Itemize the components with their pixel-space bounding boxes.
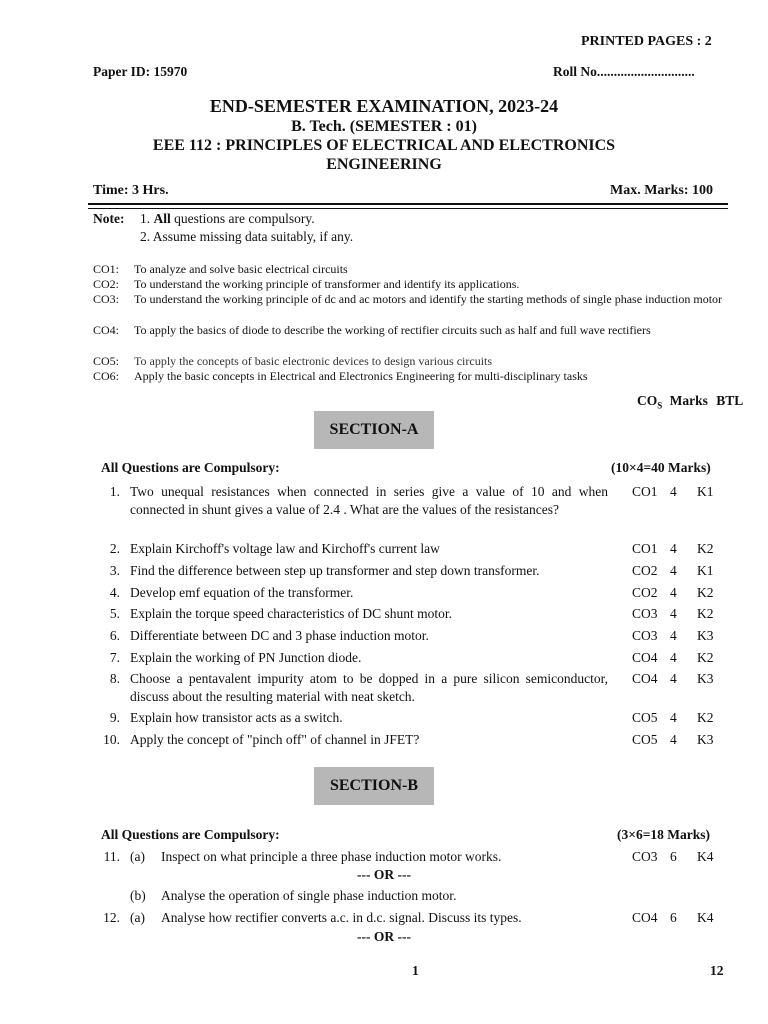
co-row (93, 292, 727, 307)
question-number: 5. (109, 606, 120, 621)
question-text: Develop emf equation of the transformer. (130, 585, 354, 600)
note-item-2-text: Assume missing data suitably, if any. (152, 229, 354, 244)
question-marks: 4 (670, 671, 677, 686)
course-title-line1: EEE 112 : PRINCIPLES OF ELECTRICAL AND ELECTRONICS (152, 137, 616, 154)
marks-header: Marks (669, 393, 708, 408)
co-text: To understand the working principle of transformer and identify its applications. (134, 277, 520, 291)
question-number: 2. (109, 541, 120, 556)
note-item-1 (140, 211, 315, 227)
co-tag: CO5: (93, 354, 120, 368)
note-label: Note: (93, 211, 125, 226)
question-co: CO4 (632, 671, 658, 686)
page-number: 1 (412, 963, 419, 978)
section-a-instruction: All Questions are Compulsory: (101, 460, 280, 475)
question-number: 7. (109, 650, 120, 665)
co-tag: CO3: (93, 292, 120, 306)
course-title-line2: ENGINEERING (326, 156, 442, 173)
question-text: Two unequal resistances when connected in series give a value of 10 and when connected in shunt gives a value of 2.4 . What are the values of the resistances? (130, 484, 608, 517)
question-number: 9. (109, 710, 120, 725)
program-line: B. Tech. (SEMESTER : 01) (291, 118, 477, 135)
question-number: 11. (103, 849, 120, 864)
question-btl: K2 (697, 585, 714, 600)
co-text: To apply the concepts of basic electronic devices to design various circuits (134, 354, 493, 368)
exam-title: END-SEMESTER EXAMINATION, 2023-24 (209, 96, 559, 116)
question-text: Explain the torque speed characteristics of DC shunt motor. (130, 606, 453, 621)
co-tag: CO4: (93, 323, 120, 337)
question-text: Apply the concept of "pinch off" of channel in JFET? (130, 732, 420, 747)
section-a-marks: (10×4=40 Marks) (611, 460, 711, 475)
question-text: Explain how transistor acts as a switch. (130, 710, 343, 725)
question-number: 10. (103, 732, 120, 747)
co-text: To understand the working principle of dc and ac motors and identify the starting methods of single phase induction motor (134, 292, 723, 306)
question-co: CO5 (632, 732, 658, 747)
question-number: 4. (109, 585, 120, 600)
question-marks: 4 (670, 606, 677, 621)
note-item-2-num: 2. (140, 229, 151, 244)
question-marks: 4 (670, 585, 677, 600)
note-item-1-bold: All (153, 211, 171, 226)
roll-no: Roll No............................. (553, 64, 695, 79)
question-co: CO2 (632, 563, 658, 578)
question-btl: K2 (697, 541, 714, 556)
question-co: CO4 (632, 650, 658, 665)
co-row (93, 354, 727, 369)
question-text: Inspect on what principle a three phase induction motor works. (161, 849, 502, 864)
section-b-instruction: All Questions are Compulsory: (101, 827, 280, 842)
section-b-marks: (3×6=18 Marks) (617, 827, 710, 842)
co-row (93, 277, 727, 292)
header-divider-thick (88, 203, 728, 205)
question-marks: 4 (670, 710, 677, 725)
question-text: Explain the working of PN Junction diode. (130, 650, 362, 665)
co-tag: CO2: (93, 277, 120, 291)
question-btl: K2 (697, 710, 714, 725)
paper-id: Paper ID: 15970 (93, 64, 188, 79)
question-btl: K2 (697, 606, 714, 621)
question-marks: 4 (670, 650, 677, 665)
question-btl: K4 (697, 910, 714, 925)
question-text: Analyse the operation of single phase induction motor. (161, 888, 457, 903)
subpart-label: (a) (130, 910, 145, 925)
question-btl: K1 (697, 484, 714, 499)
question-text: Analyse how rectifier converts a.c. in d.c. signal. Discuss its types. (161, 910, 522, 925)
time-allowed: Time: 3 Hrs. (93, 183, 169, 198)
question-marks: 4 (670, 563, 677, 578)
or-separator: --- OR --- (357, 929, 411, 944)
question-number: 1. (109, 484, 120, 499)
question-btl: K1 (697, 563, 714, 578)
question-number: 12. (103, 910, 120, 925)
question-co: CO4 (632, 910, 658, 925)
cos-header-sub: S (657, 400, 663, 411)
co-text: To analyze and solve basic electrical circuits (134, 262, 348, 276)
co-row (93, 262, 727, 277)
question-text: Find the difference between step up transformer and step down transformer. (130, 563, 540, 578)
subpart-label: (a) (130, 849, 145, 864)
question-btl: K3 (697, 732, 714, 747)
printed-pages: PRINTED PAGES : 2 (581, 34, 712, 49)
co-tag: CO1: (93, 262, 120, 276)
question-btl: K2 (697, 650, 714, 665)
question-text: Differentiate between DC and 3 phase induction motor. (130, 628, 429, 643)
cos-header-main: CO (637, 393, 658, 408)
subpart-label: (b) (130, 888, 146, 903)
co-text: Apply the basic concepts in Electrical and Electronics Engineering for multi-disciplinary tasks (134, 369, 588, 383)
question-co: CO1 (632, 541, 658, 556)
btl-header: BTL (716, 393, 744, 408)
note-item-1-text: questions are compulsory. (170, 211, 315, 226)
question-number: 8. (109, 671, 120, 686)
question-marks: 4 (670, 732, 677, 747)
question-marks: 6 (670, 910, 677, 925)
question-btl: K3 (697, 628, 714, 643)
note-item-2 (140, 229, 353, 245)
question-co: CO3 (632, 849, 658, 864)
co-row (93, 369, 727, 384)
note-item-1-num: 1. (140, 211, 151, 226)
question-co: CO1 (632, 484, 658, 499)
question-btl: K3 (697, 671, 714, 686)
question-co: CO3 (632, 606, 658, 621)
question-marks: 4 (670, 541, 677, 556)
or-separator: --- OR --- (357, 867, 411, 882)
question-marks: 4 (670, 628, 677, 643)
co-tag: CO6: (93, 369, 120, 383)
question-marks: 6 (670, 849, 677, 864)
question-btl: K4 (697, 849, 714, 864)
section-b-heading: SECTION-B (314, 767, 434, 805)
question-text: Choose a pentavalent impurity atom to be dopped in a pure silicon semiconductor, discuss about the resulting material with neat sketch. (130, 671, 608, 704)
question-text: Explain Kirchoff's voltage law and Kirchoff's current law (130, 541, 440, 556)
cos-header (637, 393, 663, 411)
co-row (93, 323, 727, 338)
section-a-heading: SECTION-A (314, 411, 434, 449)
question-co: CO5 (632, 710, 658, 725)
question-co: CO2 (632, 585, 658, 600)
question-marks: 4 (670, 484, 677, 499)
question-number: 6. (109, 628, 120, 643)
footer-right-number: 12 (710, 963, 724, 978)
max-marks: Max. Marks: 100 (610, 183, 714, 198)
question-number: 3. (109, 563, 120, 578)
header-divider-thin (88, 208, 728, 209)
question-co: CO3 (632, 628, 658, 643)
co-text: To apply the basics of diode to describe the working of rectifier circuits such as half and full wave rectifiers (134, 323, 651, 337)
column-headers (637, 393, 743, 411)
